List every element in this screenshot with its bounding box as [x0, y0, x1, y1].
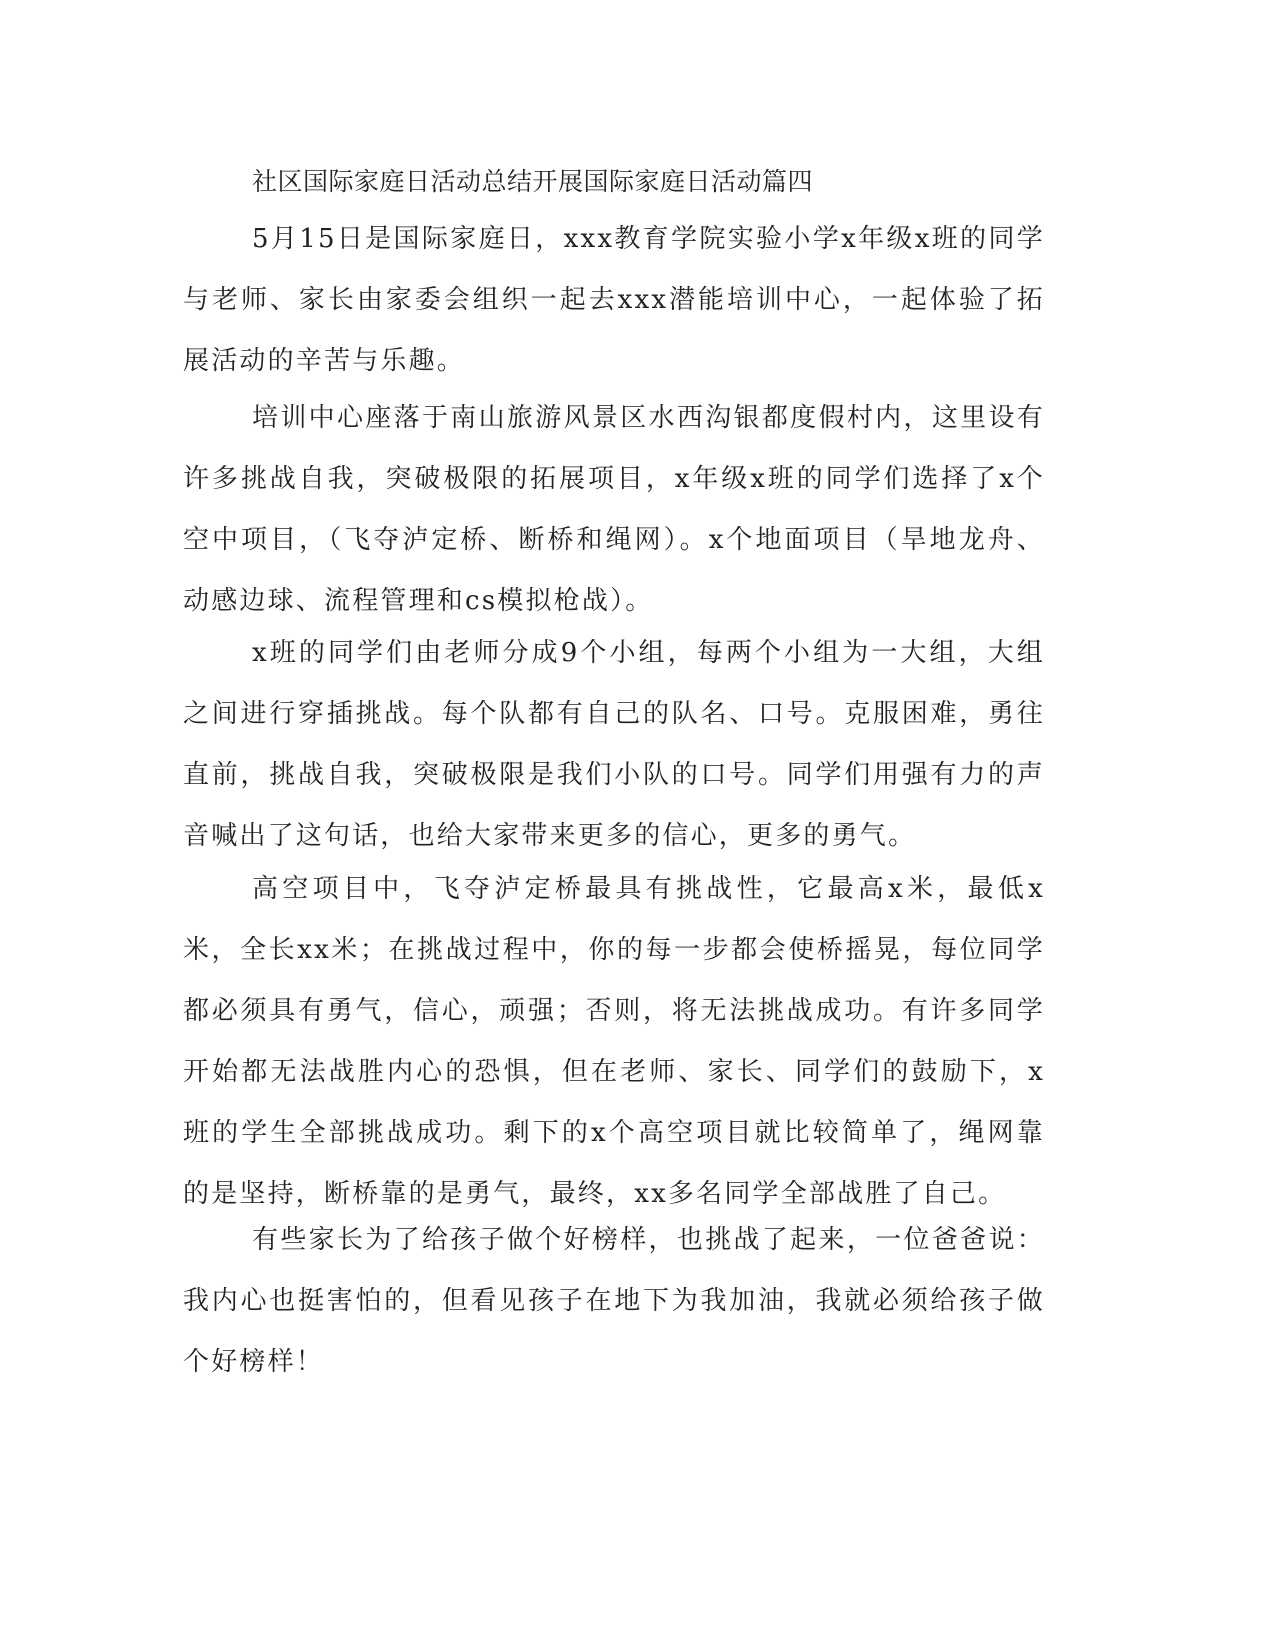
document-title: 社区国际家庭日活动总结开展国际家庭日活动篇四 [252, 167, 814, 196]
paragraph-international-family-day: 5月15日是国际家庭日，xxx教育学院实验小学x年级x班的同学与老师、家长由家委会组织一起去xxx潜能培训中心，一起体验了拓展活动的辛苦与乐趣。 [183, 224, 1045, 376]
paragraph-groups-and-slogan: x班的同学们由老师分成9个小组，每两个小组为一大组，大组之间进行穿插挑战。每个队都有自己的队名、口号。克服困难，勇往直前，挑战自我，突破极限是我们小队的口号。同学们用强有力的声音喊出了这句话，也给大家带来更多的信心，更多的勇气。 [183, 638, 1045, 851]
paragraph-parents-challenge: 有些家长为了给孩子做个好榜样，也挑战了起来，一位爸爸说：我内心也挺害怕的，但看见孩子在地下为我加油，我就必须给孩子做个好榜样！ [183, 1225, 1045, 1377]
paragraph-high-altitude-project: 高空项目中，飞夺泸定桥最具有挑战性，它最高x米，最低x米，全长xx米；在挑战过程中，你的每一步都会使桥摇晃，每位同学都必须具有勇气，信心，顽强；否则，将无法挑战成功。有许多同学开始都无法战胜内心的恐惧，但在老师、家长、同学们的鼓励下，x班的学生全部挑战成功。剩下的x个高空项目就比较简单了，绳网靠的是坚持，断桥靠的是勇气，最终，xx多名同学全部战胜了自己。 [183, 874, 1045, 1209]
paragraph-training-center: 培训中心座落于南山旅游风景区水西沟银都度假村内，这里设有许多挑战自我，突破极限的拓展项目，x年级x班的同学们选择了x个空中项目，（飞夺泸定桥、断桥和绳网）。x个地面项目（旱地龙舟、动感边球、流程管理和cs模拟枪战）。 [183, 403, 1045, 616]
